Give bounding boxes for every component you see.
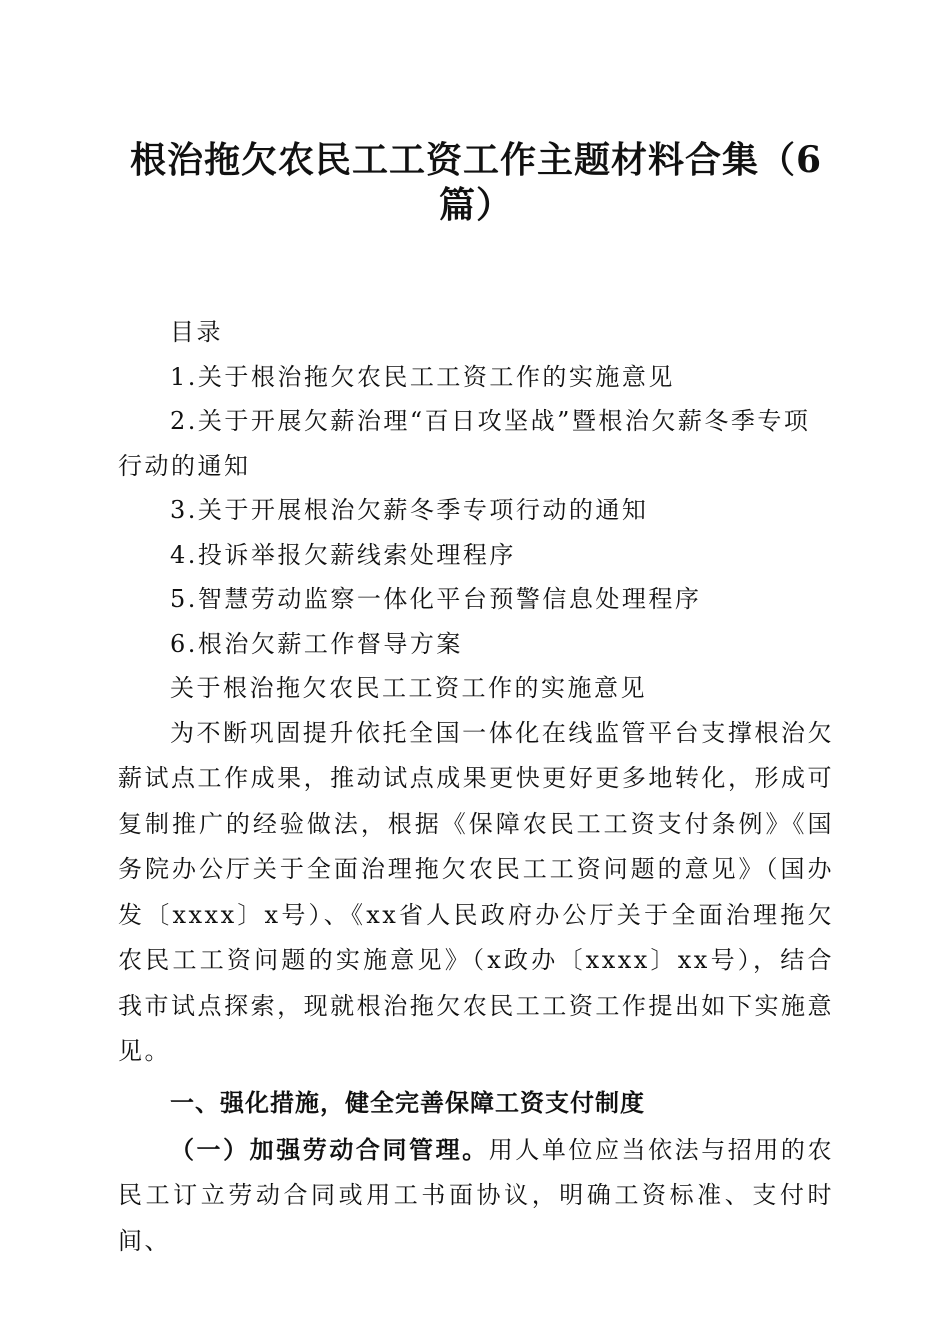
toc-item: 5.智慧劳动监察一体化平台预警信息处理程序 [170,585,702,613]
toc-item: 2.关于开展欠薪治理“百日攻坚战”暨根治欠薪冬季专项行动的通知 [118,407,811,480]
subsection-heading: （一）加强劳动合同管理。 [170,1134,489,1164]
toc-item: 3.关于开展根治欠薪冬季专项行动的通知 [170,496,649,524]
toc-label: 目录 [170,318,223,346]
article-title: 关于根治拖欠农民工工资工作的实施意见 [170,674,647,702]
toc-item: 6.根治欠薪工作督导方案 [170,629,463,658]
toc-item: 1.关于根治拖欠农民工工资工作的实施意见 [170,362,675,391]
subsection-paragraph [118,1127,834,1265]
document-page [118,138,834,1264]
document-title: 根治拖欠农民工工资工作主题材料合集（6篇） [129,139,823,226]
toc-item: 4.投诉举报欠薪线索处理程序 [170,540,516,569]
subsection-text: 用人单位应当依法与招用的农民工订立劳动合同或用工书面协议，明确工资标准、支付时间、 [118,1135,834,1255]
intro-paragraph: 为不断巩固提升依托全国一体化在线监管平台支撑根治欠薪试点工作成果，推动试点成果更快更好更多地转化，形成可复制推广的经验做法，根据《保障农民工工资支付条例》《国务院办公厅关于全面治理拖欠农民工工资问题的意见》（国办发〔xxxx〕x号）、《xx省人民政府办公厅关于全面治理拖欠农民工工资问题的实施意见》（x政办〔xxxx〕xx号），结合我市试点探索，现就根治拖欠农民工工资工作提出如下实施意见。 [118,718,834,1065]
section-heading: 一、强化措施，健全完善保障工资支付制度 [170,1088,645,1117]
